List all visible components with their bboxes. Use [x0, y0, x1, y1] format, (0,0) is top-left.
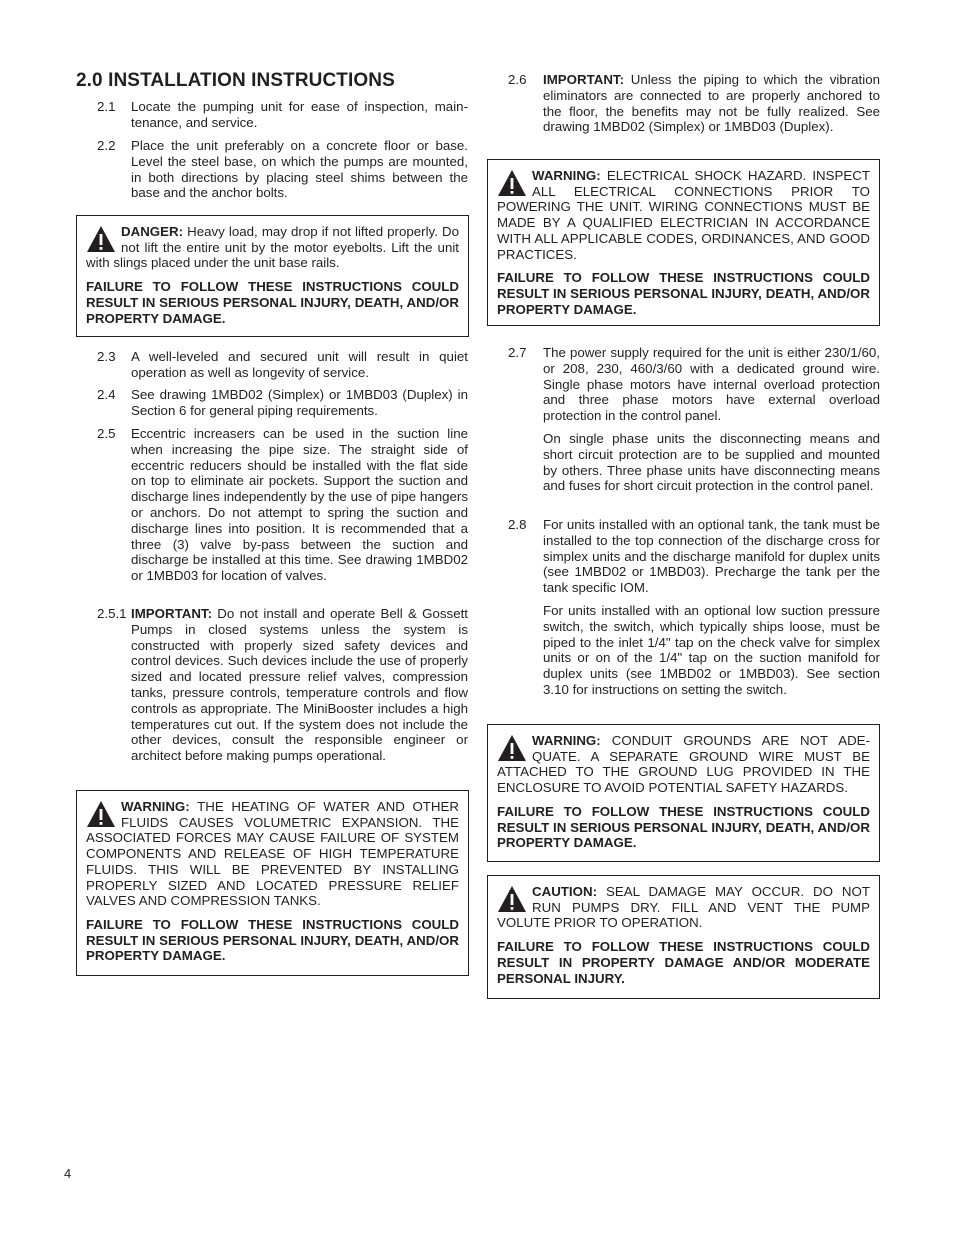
item-text [543, 72, 880, 135]
instruction-2-3 [97, 349, 468, 381]
warning-shock-box [487, 159, 880, 326]
item-text: Eccentric increasers can be used in the suction line when increasing the pipe size. The straight side of eccentric reducers should be installed with the flat side on top to eliminate air pockets. Support the suction and discharge lines independently by the use of pipe hangers or anchors. Do not attempt to spring the suction and discharge lines into position. It is recommended that a three (3) valve by-pass between the suction and discharge be installed at this time. See drawing 1MBD02 or 1MBD03 for location of valves. [131, 426, 468, 584]
item-number: 2.2 [97, 138, 116, 153]
item-text: Locate the pumping unit for ease of inspection, maintenance, and service. [131, 99, 468, 130]
important-body: Do not install and operate Bell & Gossett Pumps in closed systems unless the system is constructed with properly sized safety devices and control devices. Such devices include the use of properly sized and located pressure relief valves, compression tanks, pressure controls, temperature controls and flow controls as appropriate. The MiniBooster includes a high temperatures cut out. If the system does not include the other devices, consult the responsible engineer or architect before making pumps operational. [131, 606, 468, 764]
item-paragraph: For units installed with an optional tank, the tank must be installed to the top connection of the discharge cross for simplex units and the discharge manifold for duplex units (see 1MBD02 or 1MBD03). Precharge the tank per the tank specific IOM. [543, 517, 880, 596]
warning-heat-box [76, 790, 469, 976]
important-label: IMPORTANT: [543, 72, 625, 87]
item-paragraph: The power supply required for the unit is either 230/1/60, or 208, 230, 460/3/60 with a dedicated ground wire. Single phase motors have internal overload protection and three phase motors have external overload protection in the control panel. [543, 345, 880, 424]
notice-label: WARNING: [121, 799, 190, 814]
instruction-2-5-1 [97, 606, 468, 764]
notice-body: ELECTRICAL SHOCK HAZARD. INSPECT ALL ELECTRICAL CONNECTIONS PRIOR TO POWERING THE UNIT. WIRING CONNECTIONS MUST BE MADE BY A QUALIFIED ELECTRICIAN IN ACCORDANCE WITH ALL APPLICABLE CODES, ORDINANCES, AND GOOD PRACTICES. [497, 168, 870, 262]
important-body: Unless the piping to which the vibration eliminators are connected to are properly anchored to the floor, the benefits may not be fully realized. See drawing 1MBD02 (Simplex) or 1MBD03 (Duplex). [543, 72, 880, 135]
notice-body: Heavy load, may drop if not lifted properly. Do not lift the entire unit by the motor eyebolts. Lift the unit with slings placed under the unit base rails. [86, 224, 459, 271]
notice-body: CONDUIT GROUNDS ARE NOT ADEQUATE. A SEPARATE GROUND WIRE MUST BE ATTACHED TO THE GROUND LUG PROVIDED IN THE ENCLOSURE TO AVOID POTENTIAL SAFETY HAZARDS. [497, 733, 870, 796]
danger-notice-text [86, 224, 459, 271]
notice-label: DANGER: [121, 224, 184, 239]
warning-shock-text [497, 168, 870, 262]
item-text: Place the unit preferably on a concrete floor or base. Level the steel base, on which the pumps are mounted, in both directions by placing steel shims between the base and the anchor bolts. [131, 138, 468, 201]
page-number: 4 [64, 1166, 72, 1181]
item-number: 2.5.1 [97, 606, 127, 621]
item-number: 2.1 [97, 99, 116, 114]
warning-ground-text [497, 733, 870, 796]
warning-triangle-icon [86, 225, 116, 253]
item-number: 2.3 [97, 349, 116, 364]
item-text: See drawing 1MBD02 (Simplex) or 1MBD03 (Duplex) in Section 6 for general piping requirements. [131, 387, 468, 418]
instruction-2-1 [97, 99, 468, 131]
danger-notice-box [76, 215, 469, 337]
notice-label: WARNING: [532, 168, 601, 183]
item-text [131, 606, 468, 764]
warning-triangle-icon [86, 800, 116, 828]
failure-statement: FAILURE TO FOLLOW THESE INSTRUCTIONS COULD RESULT IN SERIOUS PERSONAL INJURY, DEATH, AND/OR PROPERTY DAMAGE. [497, 803, 870, 851]
notice-label: CAUTION: [532, 884, 597, 899]
warning-triangle-icon [497, 169, 527, 197]
failure-statement: FAILURE TO FOLLOW THESE INSTRUCTIONS COULD RESULT IN SERIOUS PERSONAL INJURY, DEATH, AND/OR PROPERTY DAMAGE. [497, 270, 870, 317]
instruction-2-6 [508, 72, 880, 135]
instruction-2-8 [508, 517, 880, 698]
item-number: 2.4 [97, 387, 116, 402]
important-label: IMPORTANT: [131, 606, 213, 621]
instruction-2-4 [97, 387, 468, 419]
warning-triangle-icon [497, 885, 527, 913]
notice-label: WARNING: [532, 733, 601, 748]
failure-statement: FAILURE TO FOLLOW THESE INSTRUCTIONS COULD RESULT IN PROPERTY DAMAGE AND/OR MODERATE PERSONAL INJURY. [497, 939, 870, 986]
item-text [543, 517, 880, 698]
warning-heat-text [86, 799, 459, 909]
caution-seal-box [487, 875, 880, 999]
failure-statement: FAILURE TO FOLLOW THESE INSTRUCTIONS COULD RESULT IN SERIOUS PERSONAL INJURY, DEATH, AND/OR PROPERTY DAMAGE. [86, 916, 459, 964]
warning-ground-box [487, 724, 880, 862]
item-number: 2.5 [97, 426, 116, 441]
item-paragraph: For units installed with an optional low suction pressure switch, the switch, which typically ships loose, must be piped to the inlet 1/4" tap on the check valve for simplex units or on of the 1/4" tap on the suction manifold for duplex units (see 1MBD02 or 1MBD03). See section 3.10 for instructions on setting the switch. [543, 602, 880, 697]
item-number: 2.6 [508, 72, 527, 87]
item-text [543, 345, 880, 494]
section-title: 2.0 INSTALLATION INSTRUCTIONS [76, 70, 395, 91]
caution-seal-text [497, 884, 870, 931]
item-number: 2.8 [508, 517, 527, 532]
warning-triangle-icon [497, 734, 527, 762]
instruction-2-5 [97, 426, 468, 584]
item-text: A well-leveled and secured unit will result in quiet operation as well as longevity of service. [131, 349, 468, 380]
instruction-2-7 [508, 345, 880, 494]
instruction-2-2 [97, 138, 468, 201]
notice-body: THE HEATING OF WATER AND OTHER FLUIDS CAUSES VOLUMETRIC EXPANSION. THE ASSOCIATED FORCES MAY CAUSE FAILURE OF SYSTEM COMPONENTS AND RELEASE OF HIGH TEMPERATURE FLUIDS. THIS WILL BE PREVENTED BY INSTALLING PROPERLY SIZED AND LOCATED PRESSURE RELIEF VALVES AND COMPRESSION TANKS. [86, 799, 459, 909]
failure-statement: FAILURE TO FOLLOW THESE INSTRUCTIONS COULD RESULT IN SERIOUS PERSONAL INJURY, DEATH, AND/OR PROPERTY DAMAGE. [86, 279, 459, 326]
item-paragraph: On single phase units the disconnecting means and short circuit protection are to be supplied and mounted by others. Three phase units have disconnecting means and fuses for short circuit protection in the control panel. [543, 430, 880, 494]
item-number: 2.7 [508, 345, 527, 360]
notice-body: SEAL DAMAGE MAY OCCUR. DO NOT RUN PUMPS DRY. FILL AND VENT THE PUMP VOLUTE PRIOR TO OPERATION. [497, 884, 870, 931]
